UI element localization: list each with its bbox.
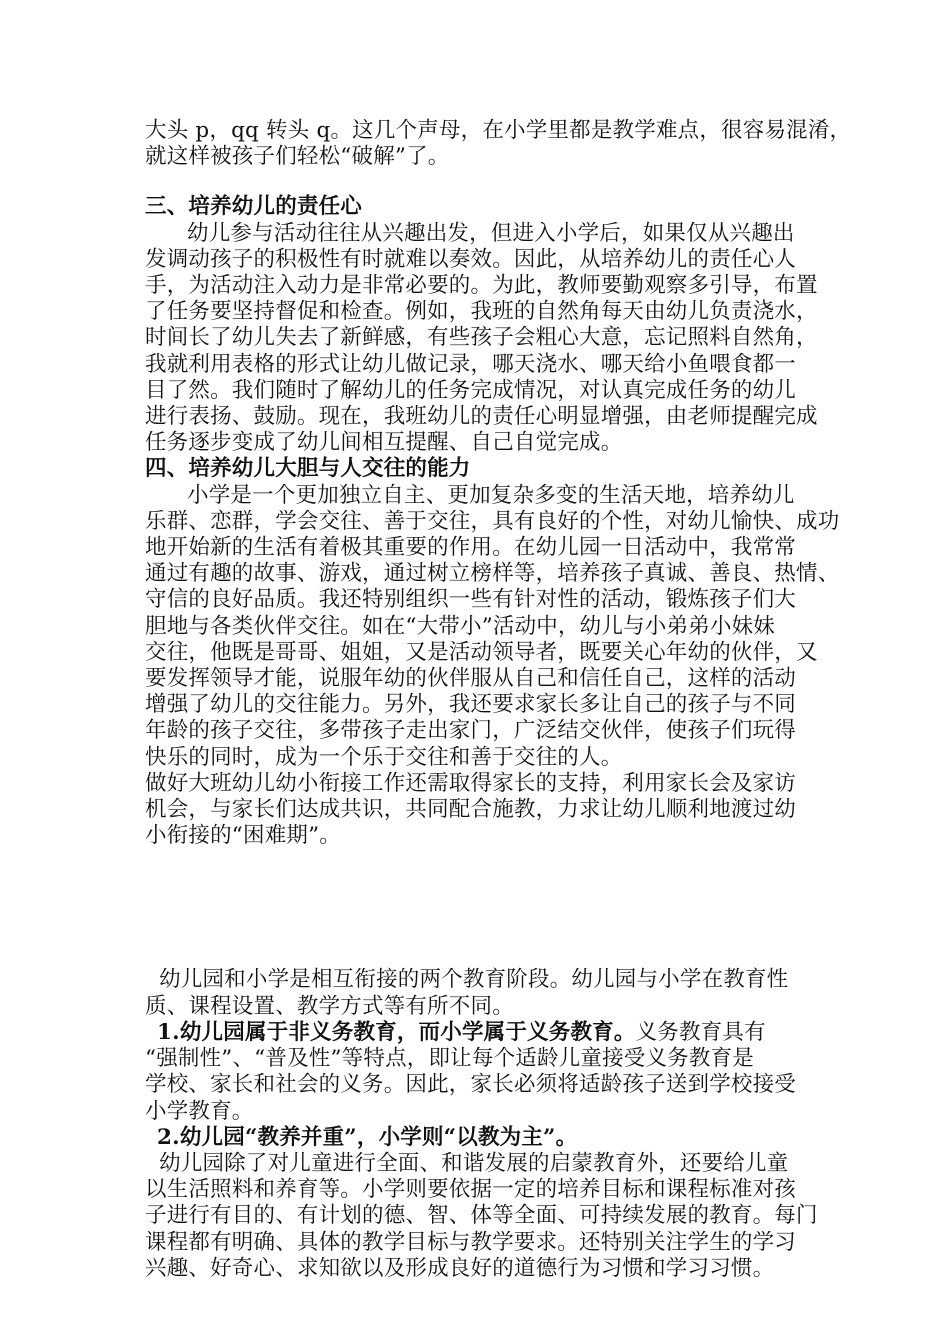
document-page (145, 118, 852, 1282)
part-two (145, 967, 818, 1281)
text-line: 手，为活动注入动力是非常必要的。为此，教师要勤观察多引导，布置 (145, 273, 818, 299)
text-line: 任务逐步变成了幼儿间相互提醒、自己自觉完成。 (145, 430, 623, 456)
text-line: 了任务要坚持督促和检查。例如，我班的自然角每天由幼儿负责浇水， (145, 299, 818, 325)
text-line: 年龄的孩子交往，多带孩子走出家门，广泛结交伙伴，使孩子们玩得 (145, 718, 797, 744)
text-line: 课程都有明确、具体的教学目标与教学要求。还特别关注学生的学习 (145, 1229, 797, 1255)
text-line: 要发挥领导才能，说服年幼的伙伴服从自己和信任自己，这样的活动 (145, 666, 797, 692)
text-line: 子进行有目的、有计划的德、智、体等全面、可持续发展的教育。每门 (145, 1203, 818, 1229)
text-line: 学校、家长和社会的义务。因此，家长必须将适龄孩子送到学校接受 (145, 1072, 797, 1098)
text-line: 大头 p，qq 转头 q。这几个声母，在小学里都是教学难点，很容易混淆， (145, 118, 852, 143)
spacer (145, 919, 815, 943)
text-line: 快乐的同时，成为一个乐于交往和善于交往的人。 (145, 744, 623, 770)
intro-paragraph (145, 118, 852, 170)
closing-paragraph (145, 771, 815, 850)
point-two-heading: 2.幼儿园“教养并重”，小学则“以教为主”。 (157, 1124, 578, 1150)
point-one-heading: 1.幼儿园属于非义务教育，而小学属于义务教育。 (157, 1019, 636, 1045)
section-heading: 三、培养幼儿的责任心 (145, 194, 363, 220)
text-line: 小学教育。 (145, 1098, 254, 1124)
text-line: 交往，他既是哥哥、姐姐，又是活动领导者，既要关心年幼的伙伴，又 (145, 639, 818, 665)
spacer (145, 943, 815, 967)
text-line: 乐群、恋群，学会交往、善于交往，具有良好的个性，对幼儿愉快、成功 (145, 508, 840, 534)
text-line: 守信的良好品质。我还特别组织一些有针对性的活动，锻炼孩子们大 (145, 587, 797, 613)
spacer (145, 170, 815, 194)
text-line: 做好大班幼儿幼小衔接工作还需取得家长的支持，利用家长会及家访 (145, 770, 797, 796)
text-line: 我就利用表格的形式让幼儿做记录，哪天浇水、哪天给小鱼喂食都一 (145, 351, 797, 377)
text-line: 质、课程设置、教学方式等有所不同。 (145, 993, 514, 1019)
text-line: 幼儿园除了对儿童进行全面、和谐发展的启蒙教育外，还要给儿童 (145, 1150, 789, 1176)
text-line: 地开始新的生活有着极其重要的作用。在幼儿园一日活动中，我常常 (145, 535, 797, 561)
section-responsibility (145, 194, 818, 456)
text-line: 通过有趣的故事、游戏，通过树立榜样等，培养孩子真诚、善良、热情、 (145, 561, 840, 587)
point-one-line (145, 1020, 815, 1046)
text-line: 就这样被孩子们轻松“破解”了。 (145, 144, 450, 170)
text-line: 小学是一个更加独立自主、更加复杂多变的生活天地，培养幼儿 (187, 482, 795, 508)
text-line: 机会，与家长们达成共识，共同配合施教，力求让幼儿顺利地渡过幼 (145, 797, 797, 823)
text-line: 兴趣、好奇心、求知欲以及形成良好的道德行为习惯和学习习惯。 (145, 1255, 775, 1281)
section-heading: 四、培养幼儿大胆与人交往的能力 (145, 456, 471, 482)
point-one-text: 义务教育具有 (635, 1019, 766, 1045)
text-line: 以生活照料和养育等。小学则要依据一定的培养目标和课程标准对孩 (145, 1177, 797, 1203)
section-social (145, 456, 840, 770)
text-line: 增强了幼儿的交往能力。另外，我还要求家长多让自己的孩子与不同 (145, 692, 797, 718)
spacer (145, 849, 815, 919)
text-line: 胆地与各类伙伴交往。如在“大带小”活动中，幼儿与小弟弟小妹妹 (145, 613, 775, 639)
text-line: 幼儿园和小学是相互衔接的两个教育阶段。幼儿园与小学在教育性 (145, 967, 789, 993)
text-line: 发调动孩子的积极性有时就难以奏效。因此，从培养幼儿的责任心人 (145, 246, 797, 272)
text-line: 时间长了幼儿失去了新鲜感，有些孩子会粗心大意，忘记照料自然角， (145, 325, 818, 351)
text-line: 进行表扬、鼓励。现在，我班幼儿的责任心明显增强，由老师提醒完成 (145, 404, 818, 430)
text-line: “强制性”、“普及性”等特点，即让每个适龄儿童接受义务教育是 (145, 1046, 754, 1072)
text-line: 幼儿参与活动往往从兴趣出发，但进入小学后，如果仅从兴趣出 (187, 220, 795, 246)
text-line: 目了然。我们随时了解幼儿的任务完成情况，对认真完成任务的幼儿 (145, 377, 797, 403)
text-line: 小衔接的“困难期”。 (145, 823, 341, 849)
